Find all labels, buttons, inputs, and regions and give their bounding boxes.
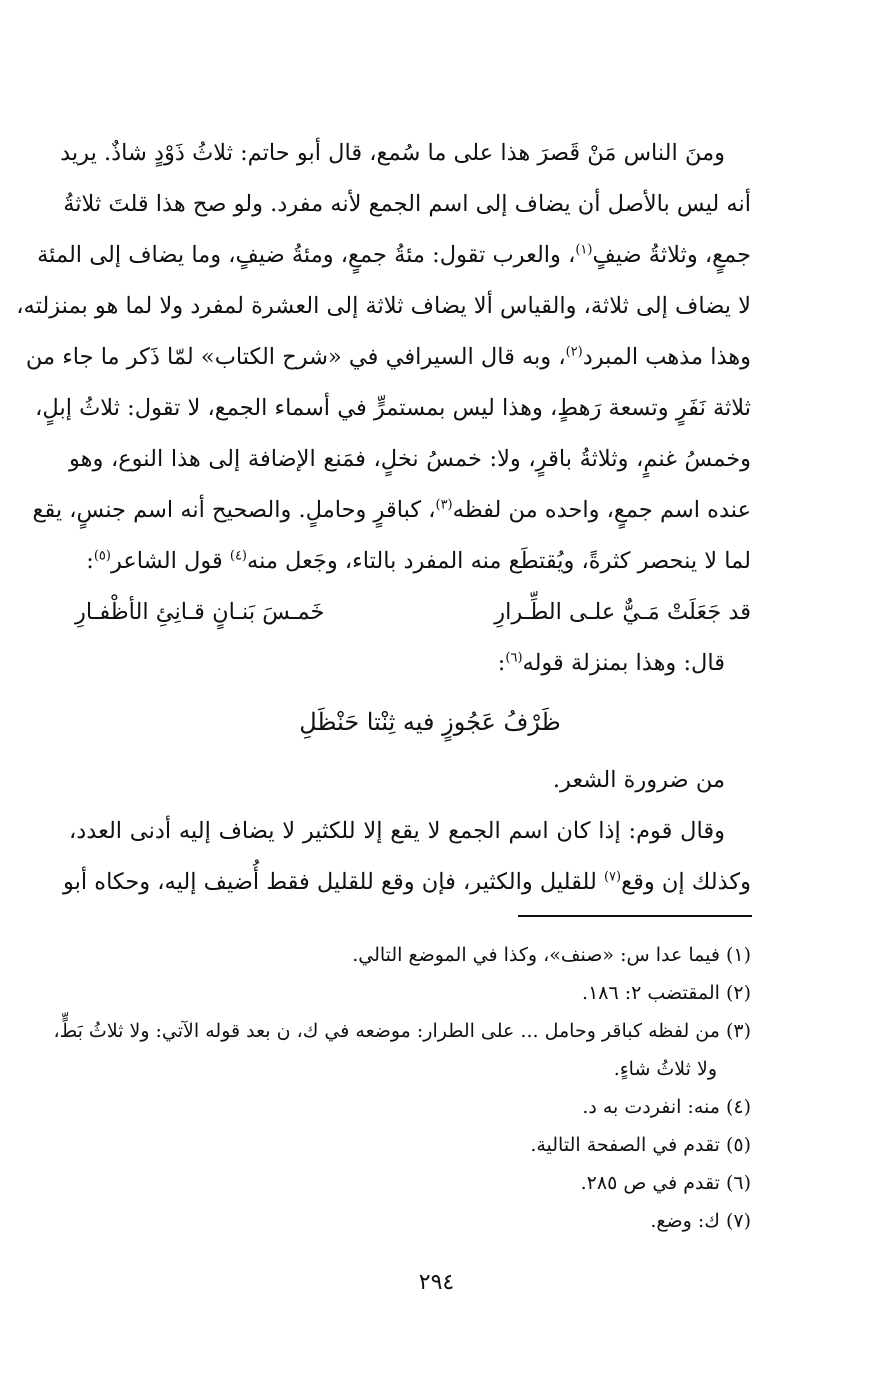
footnote: (٤)منه: انفردت به د. bbox=[582, 1096, 751, 1118]
text-line: من ضرورة الشعر. bbox=[552, 767, 725, 793]
poetry-half-verse: ظَرْفُ عَجُوزٍ فيه ثِنْتا حَنْظَلِ bbox=[299, 708, 561, 736]
text-line: لا يضاف إلى ثلاثة، والقياس ألا يضاف ثلاثة إلى العشرة لمفرد ولا لما هو بمنزلته، bbox=[16, 293, 751, 319]
footnote-separator bbox=[518, 915, 752, 917]
footnote: (٣)من لفظه كباقر وحامل ... على الطرار: موضعه في ك، ن بعد قوله الآتي: ولا ثلاثُ بَطٍّ، bbox=[53, 1020, 751, 1042]
text-line: وخمسُ غنمٍ، وثلاثةُ باقرٍ، ولا: خمسُ نخلٍ، فمَنع الإضافة إلى هذا النوع، وهو bbox=[69, 446, 751, 472]
text-line: لما لا ينحصر كثرةً، ويُقتطَع منه المفرد بالتاء، وجَعل منه$^{(٤)}$ قول الشاعر$^{(٥)}$: bbox=[86, 548, 751, 574]
footnote: (٢)المقتضب ٢: ١٨٦. bbox=[582, 982, 751, 1004]
verse-first-hemistich: قد جَعَلَتْ مَـيٌّ علـى الطِّـرارِ bbox=[494, 599, 751, 625]
text-line: ومنَ الناس مَنْ قَصرَ هذا على ما سُمع، قال أبو حاتم: ثلاثُ ذَوْدٍ شاذٌ. يريد bbox=[60, 140, 725, 166]
footnote-continuation: ولا ثلاثُ شاءٍ. bbox=[613, 1058, 717, 1080]
text-line: جمعٍ، وثلاثةُ ضيفٍ$^{(١)}$، والعرب تقول: مئةُ جمعٍ، ومئةُ ضيفٍ، وما يضاف إلى المئة bbox=[37, 242, 751, 268]
verse-second-hemistich: خَمـسَ بَنـانٍ قـانِئِ الأظْفـارِ bbox=[75, 599, 325, 625]
footnote: (٥)تقدم في الصفحة التالية. bbox=[530, 1134, 751, 1156]
footnote-mark: (٤) bbox=[229, 548, 247, 564]
text-line: عنده اسم جمعٍ، واحده من لفظه$^{(٣)}$، كباقرٍ وحاملٍ. والصحيح أنه اسم جنسٍ، يقع bbox=[32, 497, 751, 523]
text-line: وهذا مذهب المبرد$^{(٢)}$، وبه قال السيرافي في «شرح الكتاب» لمّا ذَكر ما جاء من bbox=[25, 344, 751, 370]
page-number: ٢٩٤ bbox=[418, 1270, 455, 1295]
footnote: (١)فيما عدا س: «صنف»، وكذا في الموضع التالي. bbox=[352, 944, 751, 966]
text-line: أنه ليس بالأصل أن يضاف إلى اسم الجمع لأنه مفرد. ولو صح هذا قلتَ ثلاثةُ bbox=[63, 191, 751, 217]
footnote-mark: (١) bbox=[575, 242, 593, 258]
footnote: (٧)ك: وضع. bbox=[650, 1210, 751, 1232]
footnote-mark: (٢) bbox=[565, 344, 583, 360]
main-text bbox=[16, 128, 751, 908]
footnote-mark: (٣) bbox=[435, 497, 453, 513]
footnotes bbox=[53, 936, 751, 1240]
text-line: وقال قوم: إذا كان اسم الجمع لا يقع إلا للكثير لا يضاف إليه أدنى العدد، bbox=[69, 818, 725, 844]
footnote-mark: (٧) bbox=[603, 869, 622, 885]
poetry-verse bbox=[69, 587, 751, 638]
quote-intro: قال: وهذا بمنزلة قوله$^{(٦)}$: bbox=[497, 650, 725, 676]
footnote-mark: (٦) bbox=[505, 650, 523, 666]
footnote-mark: (٥) bbox=[93, 548, 111, 564]
text-line: ثلاثة نَفَرٍ وتسعة رَهطٍ، وهذا ليس بمستمرٍّ في أسماء الجمع، لا تقول: ثلاثُ إبلٍ، bbox=[35, 395, 751, 421]
text-line: وكذلك إن وقع$^{(٧)}$ للقليل والكثير، فإن وقع للقليل فقط أُضيف إليه، وحكاه أبو bbox=[63, 869, 751, 895]
footnote: (٦)تقدم في ص ٢٨٥. bbox=[580, 1172, 751, 1194]
